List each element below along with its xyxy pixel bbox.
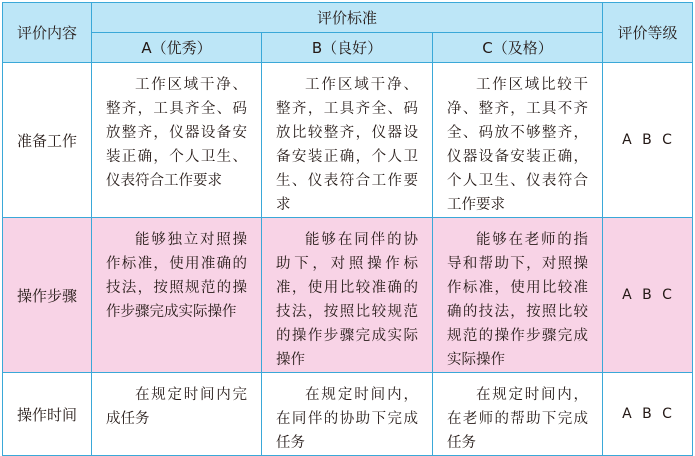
row-label: 准备工作 <box>3 63 92 218</box>
table-row-preparation <box>3 63 693 218</box>
grade-options: A B C <box>603 373 693 456</box>
header-row-sub <box>3 33 693 63</box>
grade-options: A B C <box>603 63 693 218</box>
table-row-time <box>3 373 693 456</box>
header-content: 评价内容 <box>3 3 92 63</box>
criteria-b: 工作区域干净、整齐，工具齐全、码放比较整齐，仪器设备安装正确，个人卫生、仪表符合工作要求 <box>262 63 433 218</box>
header-col-b: B（良好） <box>262 33 433 63</box>
criteria-a: 在规定时间内完成任务 <box>92 373 262 456</box>
criteria-b: 在规定时间内，在同伴的协助下完成任务 <box>262 373 433 456</box>
header-standard: 评价标准 <box>92 3 603 33</box>
criteria-c: 在规定时间内，在老师的帮助下完成任务 <box>433 373 603 456</box>
table-row-steps <box>3 218 693 373</box>
header-col-c: C（及格） <box>433 33 603 63</box>
criteria-c: 能够在老师的指导和帮助下，对照操作标准，使用比较准确的技法，按照比较规范的操作步骤完成实际操作 <box>433 218 603 373</box>
header-col-a: A（优秀） <box>92 33 262 63</box>
criteria-b: 能够在同伴的协助下，对照操作标准，使用比较准确的技法，按照比较规范的操作步骤完成实际操作 <box>262 218 433 373</box>
header-level: 评价等级 <box>603 3 693 63</box>
row-label: 操作步骤 <box>3 218 92 373</box>
criteria-c: 工作区域比较干净、整齐，工具不齐全、码放不够整齐，仪器设备安装正确，个人卫生、仪表符合工作要求 <box>433 63 603 218</box>
criteria-a: 工作区域干净、整齐，工具齐全、码放整齐，仪器设备安装正确，个人卫生、仪表符合工作要求 <box>92 63 262 218</box>
row-label: 操作时间 <box>3 373 92 456</box>
criteria-a: 能够独立对照操作标准，使用准确的技法，按照规范的操作步骤完成实际操作 <box>92 218 262 373</box>
header-row-top <box>3 3 693 33</box>
grade-options: A B C <box>603 218 693 373</box>
evaluation-table <box>2 2 693 456</box>
